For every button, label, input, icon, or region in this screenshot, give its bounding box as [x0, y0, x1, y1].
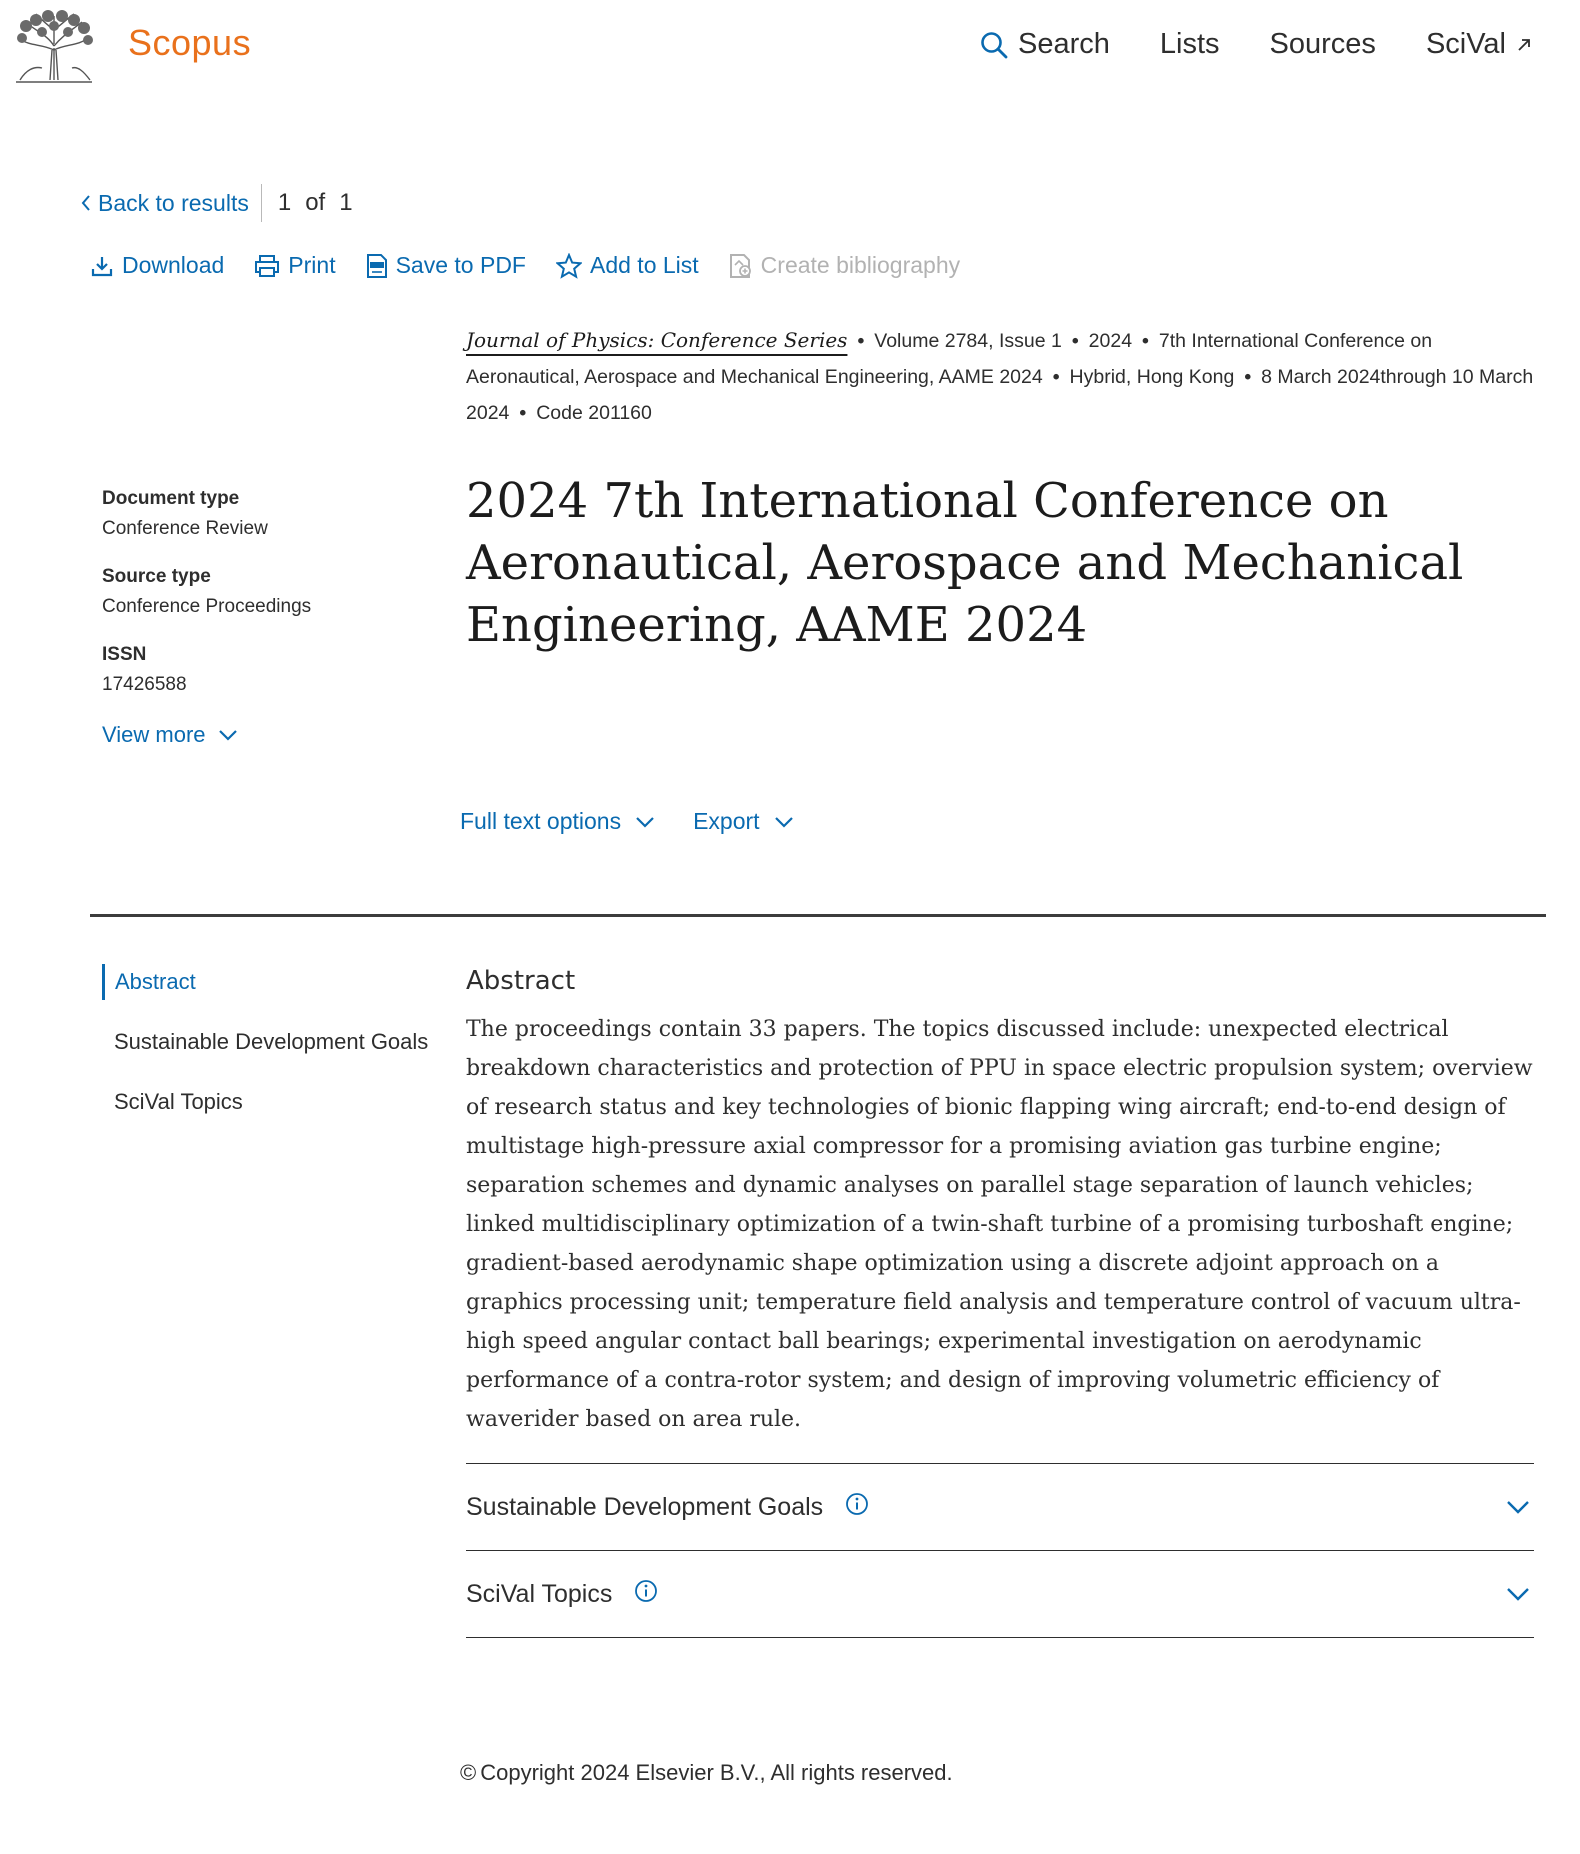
section-nav-abstract[interactable]: Abstract: [102, 964, 428, 1000]
full-text-options-label: Full text options: [460, 808, 622, 834]
source-info: [466, 322, 1534, 431]
add-to-list-button[interactable]: [556, 252, 699, 279]
nav-lists-label: Lists: [1159, 28, 1220, 60]
create-bibliography-button[interactable]: [729, 252, 960, 279]
scival-topics-expand-button[interactable]: [1506, 1587, 1530, 1601]
full-text-options-button[interactable]: [460, 808, 655, 835]
issn-value: 17426588: [102, 674, 187, 695]
pager-of: of: [305, 189, 326, 216]
elsevier-tree-icon: [12, 10, 96, 84]
back-to-results-label: Back to results: [98, 189, 249, 216]
nav-search[interactable]: [980, 28, 1110, 61]
chevron-down-icon: [218, 729, 238, 741]
document-type-value: Conference Review: [102, 518, 268, 539]
nav-lists[interactable]: [1160, 28, 1220, 61]
scival-topics-accordion-label: SciVal Topics: [466, 1579, 613, 1608]
download-icon: [90, 254, 114, 278]
result-pager: [278, 189, 353, 217]
add-to-list-label: Add to List: [589, 252, 699, 278]
chevron-down-icon: [1506, 1500, 1530, 1514]
document-type-label: Document type: [102, 488, 240, 509]
section-divider: [90, 914, 1546, 917]
scival-topics-accordion[interactable]: [466, 1550, 1534, 1638]
breadcrumb-divider: [261, 184, 262, 222]
save-to-pdf-button[interactable]: [366, 252, 526, 279]
nav-sources[interactable]: [1270, 28, 1376, 61]
info-icon: [634, 1579, 658, 1603]
copyright-symbol: ©: [460, 1760, 477, 1785]
info-icon: [845, 1492, 869, 1516]
source-code: Code 201160: [536, 402, 652, 424]
view-more-button[interactable]: [102, 722, 422, 748]
sdg-info-button[interactable]: [845, 1492, 869, 1516]
export-button[interactable]: [693, 808, 793, 835]
document-options: [460, 808, 794, 835]
star-icon: [556, 253, 582, 279]
breadcrumb: [80, 184, 353, 222]
scival-topics-info-button[interactable]: [634, 1579, 658, 1603]
nav-sources-label: Sources: [1269, 28, 1376, 60]
export-label: Export: [693, 808, 760, 834]
search-icon: [980, 31, 1008, 59]
print-label: Print: [288, 252, 336, 278]
abstract-heading: Abstract: [466, 966, 576, 996]
chevron-left-icon: [80, 194, 92, 212]
sdg-expand-button[interactable]: [1506, 1500, 1530, 1514]
copyright-text: Copyright 2024 Elsevier B.V., All rights reserved.: [480, 1760, 953, 1785]
section-nav-scival-topics[interactable]: SciVal Topics: [114, 1089, 243, 1114]
chevron-down-icon: [774, 816, 794, 828]
separator-dot: •: [519, 402, 527, 424]
chevron-down-icon: [1506, 1587, 1530, 1601]
top-navigation: [980, 28, 1532, 61]
separator-dot: •: [1052, 366, 1060, 388]
document-toolbar: [90, 252, 960, 279]
sdg-accordion[interactable]: [466, 1463, 1534, 1550]
journal-link[interactable]: Journal of Physics: Conference Series: [466, 328, 848, 352]
external-link-icon: [1516, 37, 1532, 53]
separator-dot: •: [857, 330, 865, 352]
separator-dot: •: [1142, 330, 1149, 352]
source-location: Hybrid, Hong Kong: [1069, 366, 1235, 388]
document-title: 2024 7th International Conference on Aeronautical, Aerospace and Mechanical Engineering, AAME 2024: [466, 473, 1464, 653]
view-more-label: View more: [102, 722, 206, 747]
nav-search-label: Search: [1018, 28, 1110, 60]
chevron-down-icon: [635, 816, 655, 828]
print-button[interactable]: [254, 252, 335, 279]
abstract-text: The proceedings contain 33 papers. The topics discussed include: unexpected electrical breakdown characteristics and protection of PPU in space electric propulsion system; overview of research status and key technologies of bionic flapping wing aircraft; end-to-end design of multistage high-pressure axial compressor for a promising aviation gas turbine engine; separation schemes and dynamic analyses on parallel stage separation of launch vehicles; linked multidisciplinary optimization of a twin-shaft turbine of a promising turboshaft engine; gradient-based aerodynamic shape optimization using a discrete adjoint approach on a graphics processing unit; temperature field analysis and temperature control of vacuum ultra-high speed angular contact ball bearings; experimental investigation on aerodynamic performance of a contra-rotor system; and design of improving volumetric efficiency of waverider based on area rule.: [466, 1017, 1533, 1432]
scopus-brand[interactable]: Scopus: [128, 22, 252, 63]
elsevier-logo[interactable]: [12, 10, 96, 84]
sdg-accordion-label: Sustainable Development Goals: [466, 1492, 824, 1521]
copyright-notice: [460, 1760, 953, 1786]
save-to-pdf-label: Save to PDF: [395, 252, 526, 278]
pager-current: 1: [277, 189, 292, 216]
bibliography-icon: [729, 253, 753, 279]
document-metadata: [102, 488, 422, 748]
source-volume: Volume 2784, Issue 1: [874, 330, 1062, 352]
source-conference: 7th International Conference on Aeronautical, Aerospace and Mechanical Engineering, AAME 2024: [466, 330, 1433, 388]
section-navigation: [102, 964, 428, 1144]
section-nav-sdg[interactable]: Sustainable Development Goals: [114, 1029, 429, 1054]
nav-scival-label: SciVal: [1425, 28, 1506, 60]
separator-dot: •: [1244, 366, 1252, 388]
pager-total: 1: [339, 189, 353, 216]
source-type-value: Conference Proceedings: [102, 596, 312, 617]
source-type-label: Source type: [102, 566, 211, 587]
create-bibliography-label: Create bibliography: [760, 252, 961, 278]
source-year: 2024: [1088, 330, 1133, 352]
download-label: Download: [122, 252, 225, 278]
pdf-icon: [366, 253, 388, 279]
separator-dot: •: [1071, 330, 1079, 352]
source-dates: 8 March 2024through 10 March 2024: [466, 366, 1534, 424]
print-icon: [254, 254, 280, 278]
nav-scival[interactable]: [1426, 28, 1532, 61]
issn-label: ISSN: [102, 644, 147, 665]
back-to-results-link[interactable]: [80, 190, 249, 217]
download-button[interactable]: [90, 252, 224, 279]
